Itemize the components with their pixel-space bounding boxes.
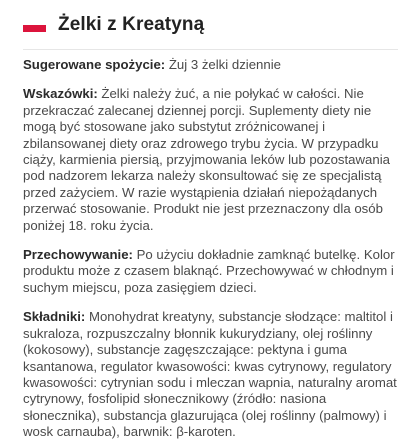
ingredients-text: Monohydrat kreatyny, substancje słodzące: maltitol i sukraloza, rozpuszczalny błonnik kukurydziany, olej roślinny (kokosowy), substancje zagęszczające: pektyna i guma ksantanowa, regulator kwasowości: kwas cytrynowy, regulatory kwasowości: cytrynian sodu i mleczan wapnia, naturalny aromat cytrynowy, fosfolipid słonecznikowy (źródło: nasiona słonecznika), substancja glazurująca (olej roślinny (palmowy) i wosk carnauba), barwnik: β-karoten.: [23, 309, 397, 440]
directions-section: [23, 86, 398, 234]
header-divider: [23, 49, 398, 50]
storage-label: Przechowywanie:: [23, 247, 133, 263]
flag-red-stripe: [23, 25, 46, 32]
flag-white-stripe: [23, 18, 46, 25]
poland-flag-icon: [23, 18, 46, 32]
ingredients-section: [23, 309, 398, 440]
ingredients-label: Składniki:: [23, 309, 86, 325]
storage-section: [23, 247, 398, 296]
directions-text: Żelki należy żuć, a nie połykać w całości. Nie przekraczać zalecanej dziennej porcji. Suplementy diety nie mogą być stosowane jako substytut zróżnicowanej i zbilansowanej diety oraz zdrowego trybu życia. W przypadku ciąży, karmienia piersią, przyjmowania leków lub pozostawania pod nadzorem lekarza należy skonsultować się ze specjalistą przed zażyciem. W razie wystąpienia działań niepożądanych przerwać stosowanie. Produkt nie jest przeznaczony dla osób poniżej 18. roku życia.: [23, 86, 390, 233]
suggested-use-label: Sugerowane spożycie:: [23, 57, 166, 72]
suggested-use-section: [23, 57, 398, 73]
suggested-use-text: Żuj 3 żelki dziennie: [165, 57, 281, 72]
header: [23, 10, 398, 40]
directions-label: Wskazówki:: [23, 86, 98, 102]
storage-text: Po użyciu dokładnie zamknąć butelkę. Kolor produktu może z czasem blaknąć. Przechowywać w chłodnym i suchym miejscu, poza zasięgiem dzieci.: [23, 247, 395, 295]
product-title: Żelki z Kreatyną: [58, 14, 205, 35]
